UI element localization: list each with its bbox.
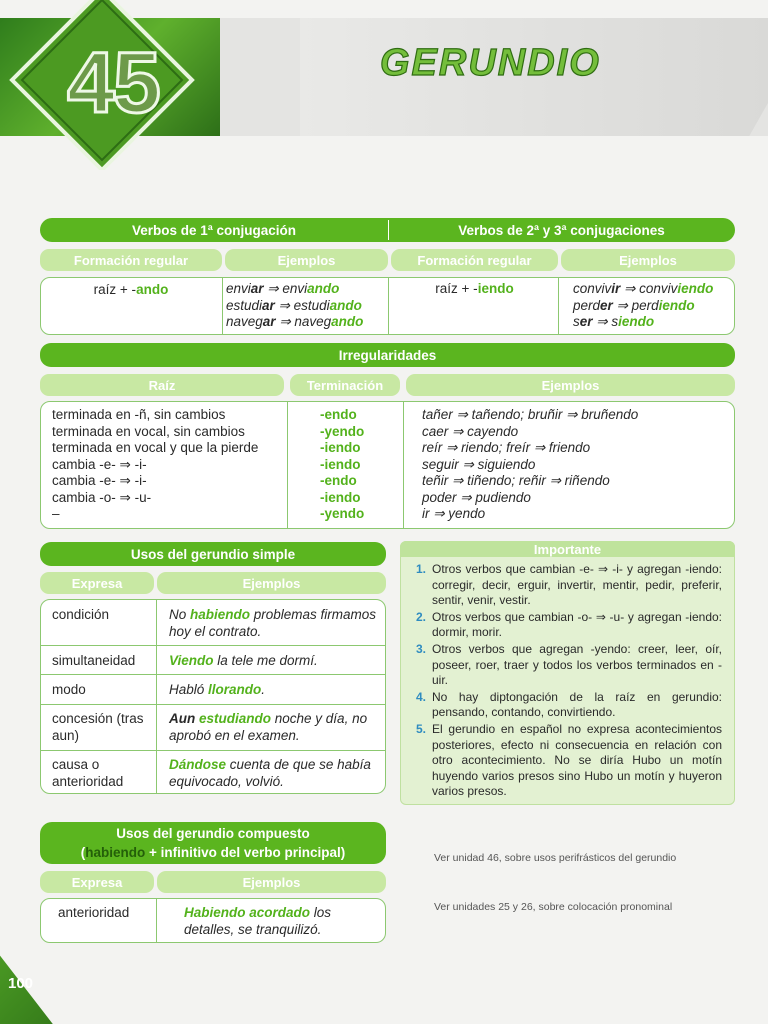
simple-col-examples: Ejemplos <box>157 572 386 594</box>
important-list <box>416 562 722 801</box>
col-ending: Terminación <box>290 374 400 396</box>
irregular-example: teñir ⇒ tiñendo; reñir ⇒ riñendo <box>422 473 610 488</box>
irregular-examples <box>422 407 732 523</box>
irregular-example: seguir ⇒ siguiendo <box>422 456 536 472</box>
second-conjugation-title: Verbos de 2ª y 3ª conjugaciones <box>458 222 665 238</box>
example-line: perder ⇒ perdiendo <box>573 297 695 313</box>
compound-col-expresa: Expresa <box>40 871 154 893</box>
divider <box>156 898 157 943</box>
divider <box>287 401 288 529</box>
root-item: cambia -o- ⇒ -u- <box>52 489 152 505</box>
simple-use: causa o anterioridad <box>52 757 124 789</box>
important-item: 3. Otros verbos que agregan -yendo: creer, leer, oír, poseer, roer, traer y todos los verbos terminados en -uir. <box>416 641 722 688</box>
sub-examples-1: Ejemplos <box>225 249 388 271</box>
simple-use: modo <box>52 682 86 697</box>
irregular-endings <box>320 407 400 523</box>
example-line: enviar ⇒ enviando <box>226 281 340 296</box>
root-item: cambia -e- ⇒ -i- <box>52 473 147 488</box>
important-title: Importante <box>400 541 735 557</box>
divider <box>403 401 404 529</box>
irregular-example: reír ⇒ riendo; freír ⇒ friendo <box>422 440 591 455</box>
divider <box>40 674 386 675</box>
simple-example: Aun estudiando noche y día, no aprobó en el examen. <box>169 711 368 743</box>
ending-item: -iendo <box>320 440 361 455</box>
compound-col-examples: Ejemplos <box>157 871 386 893</box>
example-line: navegar ⇒ navegando <box>226 314 364 329</box>
divider <box>222 277 223 335</box>
compound-example: Habiendo acordado los detalles, se tranquilizó. <box>184 905 332 937</box>
example-line: convivir ⇒ conviviendo <box>573 281 714 296</box>
simple-example: Habló llorando. <box>169 682 266 697</box>
root-item: – <box>52 506 60 521</box>
ending-item: -yendo <box>320 506 365 521</box>
irregular-example: ir ⇒ yendo <box>422 506 486 521</box>
page-number: 100 <box>8 975 34 992</box>
divider <box>558 277 559 335</box>
compound-title-line1: Usos del gerundio compuesto <box>116 826 310 841</box>
sub-formation-2: Formación regular <box>391 249 558 271</box>
col-examples: Ejemplos <box>406 374 735 396</box>
page-title: GERUNDIO <box>380 42 601 84</box>
divider <box>40 645 386 646</box>
cross-reference: Ver unidades 25 y 26, sobre colocación pronominal <box>434 901 673 913</box>
example-line: ser ⇒ siendo <box>573 314 655 329</box>
unit-number: 45 <box>67 35 159 131</box>
col-root: Raíz <box>40 374 284 396</box>
ending-item: -endo <box>320 407 357 422</box>
simple-col-expresa: Expresa <box>40 572 154 594</box>
ending-item: -endo <box>320 473 357 488</box>
compound-title <box>40 822 386 864</box>
divider <box>156 599 157 794</box>
cross-reference: Ver unidad 46, sobre usos perifrásticos del gerundio <box>434 852 677 864</box>
ending-item: -iendo <box>320 489 361 505</box>
second-examples <box>573 281 735 331</box>
important-item: 5. El gerundio en español no expresa acontecimientos posteriores, efecto ni consecuencia en relación con otro acontecimiento. No se diría Hubo un motín huyendo varios presos sino Hubo un motín y huyeron varios presos. <box>416 721 722 799</box>
root-item: cambia -e- ⇒ -i- <box>52 456 147 472</box>
compound-title-line2: (habiendo + infinitivo del verbo principal) <box>80 845 346 860</box>
sub-examples-2: Ejemplos <box>561 249 735 271</box>
first-rule: raíz + -ando <box>93 282 169 297</box>
ending-item: -iendo <box>320 456 361 472</box>
first-examples <box>226 281 388 331</box>
simple-use: simultaneidad <box>52 653 136 668</box>
simple-example: No habiendo problemas firmamos hoy el contrato. <box>169 607 377 639</box>
root-item: terminada en vocal y que la pierde <box>52 440 259 455</box>
example-line: estudiar ⇒ estudiando <box>226 297 362 313</box>
simple-use: concesión (tras aun) <box>52 711 144 743</box>
divider <box>40 704 386 705</box>
irregular-example: caer ⇒ cayendo <box>422 423 519 439</box>
ending-item: -yendo <box>320 423 365 439</box>
divider <box>40 750 386 751</box>
root-item: terminada en -ñ, sin cambios <box>52 407 226 422</box>
irregular-example: tañer ⇒ tañendo; bruñir ⇒ bruñendo <box>422 407 639 422</box>
important-item: 4. No hay diptongación de la raíz en gerundio: pensando, contando, convirtiendo. <box>416 689 722 720</box>
root-item: terminada en vocal, sin cambios <box>52 423 245 439</box>
first-conjugation-title: Verbos de 1ª conjugación <box>131 222 297 238</box>
irregular-example: poder ⇒ pudiendo <box>422 489 531 505</box>
compound-use: anterioridad <box>58 905 130 920</box>
important-item: 1. Otros verbos que cambian -e- ⇒ -i- y agregan -iendo: corregir, decir, erguir, invertir, mentir, pedir, preferir, sentir, venir, vestir. <box>416 562 722 608</box>
irregular-title: Irregularidades <box>40 343 735 367</box>
sub-formation-1: Formación regular <box>40 249 222 271</box>
second-rule: raíz + -iendo <box>435 281 514 296</box>
simple-use: condición <box>52 607 110 622</box>
simple-example: Dándose cuenta de que se había equivocado, volvió. <box>169 757 371 789</box>
simple-example: Viendo la tele me dormí. <box>169 653 318 668</box>
simple-title: Usos del gerundio simple <box>40 542 386 566</box>
divider <box>388 277 389 335</box>
irregular-roots <box>52 407 284 523</box>
important-item: 2. Otros verbos que cambian -o- ⇒ -u- y agregan -iendo: dormir, morir. <box>416 609 722 640</box>
